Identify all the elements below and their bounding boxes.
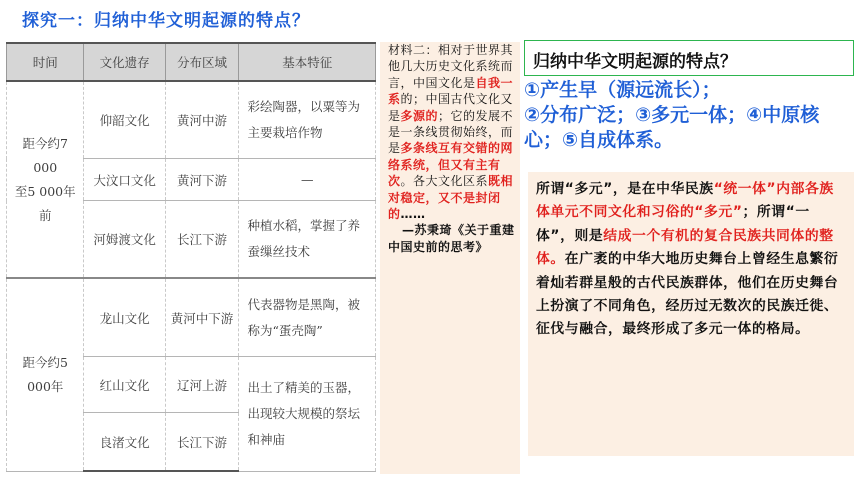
region-cell: 长江下游 xyxy=(165,201,239,279)
material-text-part: ；它的发展不是一条线贯彻始终，而是 xyxy=(388,108,514,156)
heritage-table-image xyxy=(6,42,376,472)
explanation-text: ；所谓“一体”，则是 xyxy=(536,204,810,244)
culture-cell: 河姆渡文化 xyxy=(84,201,165,279)
summary-points: ①产生早（源远流长）； ②分布广泛；③多元一体；④中原核心；⑤自成体系。 xyxy=(524,79,820,151)
culture-cell: 红山文化 xyxy=(84,356,165,413)
material-two-panel xyxy=(380,42,520,474)
culture-cell: 大汶口文化 xyxy=(84,159,165,201)
header-culture: 文化遗存 xyxy=(84,43,165,81)
summary-heading: 归纳中华文明起源的特点？ xyxy=(533,52,737,72)
table-row xyxy=(7,81,376,159)
region-cell: 黄河下游 xyxy=(165,159,239,201)
culture-cell: 龙山文化 xyxy=(84,278,165,356)
material-text-part: 。各大文化区系 xyxy=(400,174,489,189)
feature-cell: 彩绘陶器，以粟等为主要栽培作物 xyxy=(239,81,376,159)
feature-cell: — xyxy=(239,159,376,201)
explanation-highlight: 结成一个有机的复合民族共同体的整体。 xyxy=(536,227,834,268)
header-region: 分布区域 xyxy=(165,43,239,81)
summary-heading-box xyxy=(524,40,854,76)
header-time: 时间 xyxy=(7,43,84,81)
material-highlight: 既相对稳定，又不是封闭的 xyxy=(388,174,514,222)
material-highlight: 多源的 xyxy=(400,108,439,123)
table-row xyxy=(7,278,376,356)
header-feature: 基本特征 xyxy=(239,43,376,81)
culture-cell: 良渚文化 xyxy=(84,413,165,471)
region-cell: 长江下游 xyxy=(165,413,239,471)
feature-cell: 代表器物是黑陶，被称为“蛋壳陶” xyxy=(239,278,376,356)
explanation-panel xyxy=(528,172,854,456)
explanation-highlight: “统一体”内部各族体单元不同文化和习俗的“多元” xyxy=(536,181,834,221)
material-highlight: 多条线互有交错的网络系统，但又有主有次 xyxy=(388,141,514,189)
feature-cell: 种植水稻，掌握了养蚕缫丝技术 xyxy=(239,201,376,279)
explanation-text: 所谓“多元”，是在中华民族 xyxy=(536,181,714,197)
period-cell: 距今约5 000年 xyxy=(7,278,84,471)
region-cell: 黄河中下游 xyxy=(165,278,239,356)
region-cell: 黄河中游 xyxy=(165,81,239,159)
feature-cell: 出土了精美的玉器，出现较大规模的祭坛和神庙 xyxy=(239,356,376,471)
heritage-table xyxy=(6,42,376,472)
material-text xyxy=(388,42,520,255)
material-highlight: 自我一系 xyxy=(388,75,514,107)
material-text-part: 的；中国古代文化又是 xyxy=(388,92,514,123)
region-cell: 辽河上游 xyxy=(165,356,239,413)
culture-cell: 仰韶文化 xyxy=(84,81,165,159)
material-text-part: 材料二：相对于世界其他几大历史文化系统而言，中国文化是 xyxy=(388,43,514,90)
explanation-text: 在广袤的中华大地历史舞台上曾经生息繁衍着灿若群星般的古代民族群体，他们在历史舞台上扮演了不同角色，经历过无数次的民族迁徙、征伐与融合，最终形成了多元一体的格局。 xyxy=(536,251,839,338)
page-title: 探究一：归纳中华文明起源的特点？ xyxy=(22,11,310,31)
period-cell: 距今约7 000 至5 000年前 xyxy=(7,81,84,278)
table-header-row xyxy=(7,43,376,81)
material-source: …… —苏秉琦《关于重建中国史前的思考》 xyxy=(388,207,515,254)
